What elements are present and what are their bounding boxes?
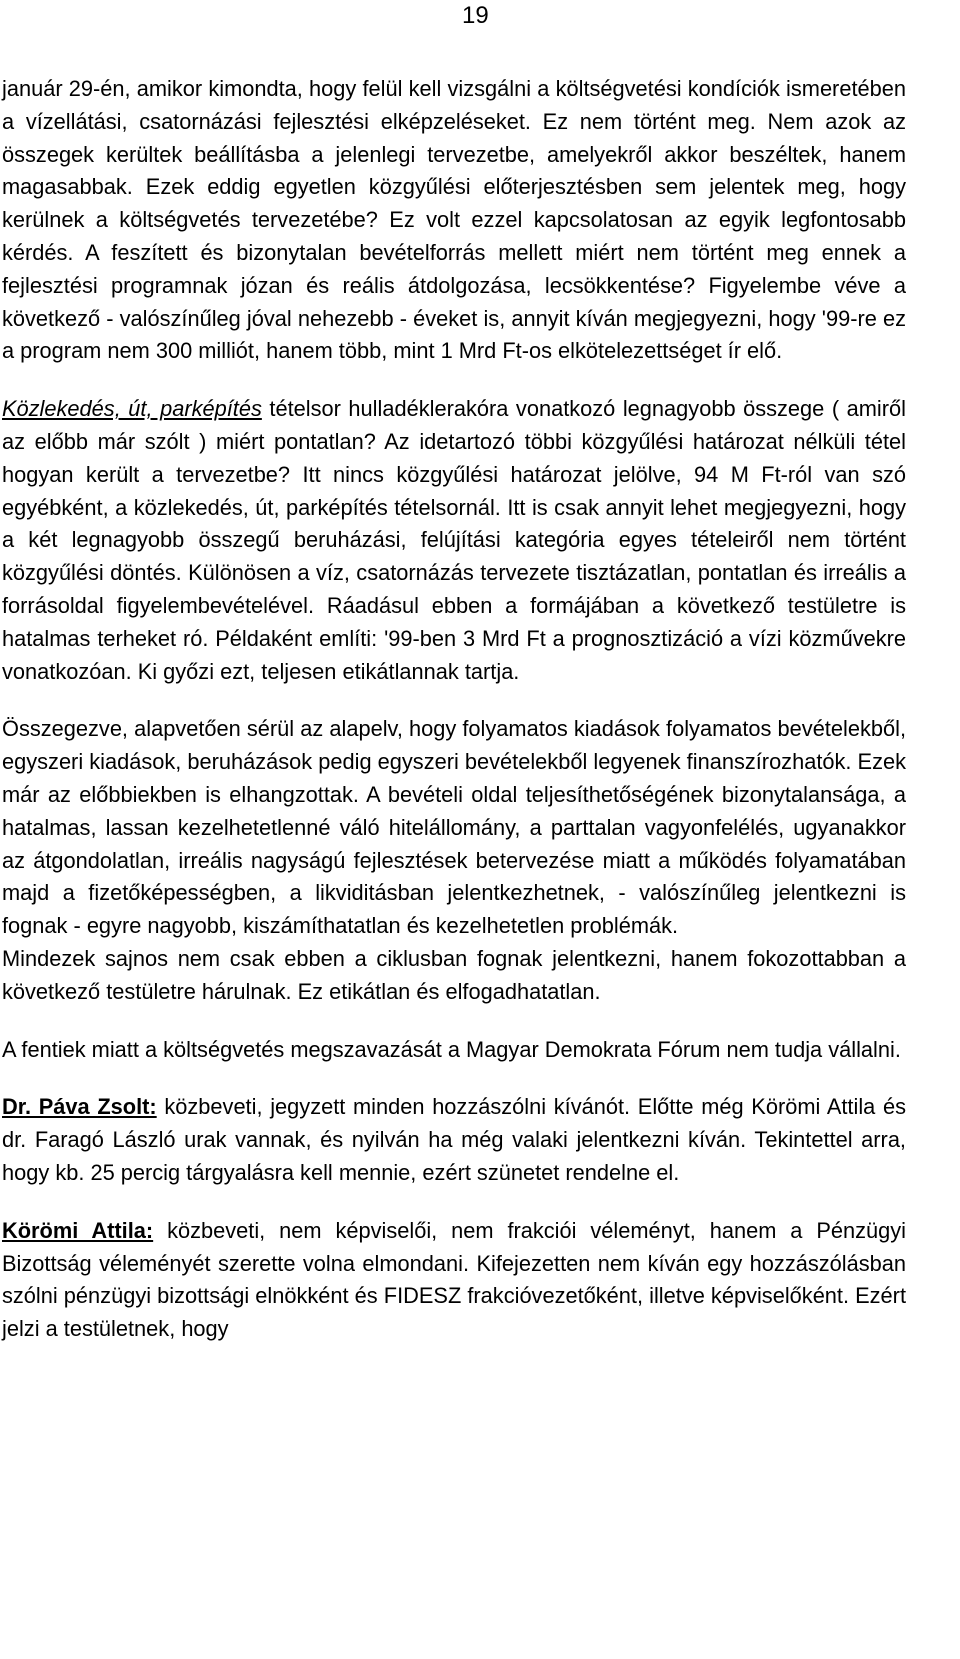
speaker-name-koromi-attila: Körömi Attila: <box>2 1217 154 1243</box>
paragraph-pava-zsolt-text: közbeveti, jegyzett minden hozzászólni kívánót. Előtte még Körömi Attila és dr. Faragó László urak vannak, és nyilván ha még valaki jelentkezni kíván. Tekintettel arra, hogy kb. 25 percig tárgyalásra kell mennie, ezért szünetet rendelne el. <box>2 1094 906 1185</box>
paragraph-pava-zsolt <box>2 1091 906 1189</box>
page-number: 19 <box>462 2 489 29</box>
paragraph-koromi-attila-text: közbeveti, nem képviselői, nem frakciói véleményt, hanem a Pénzügyi Bizottság véleményét szerette volna elmondani. Kifejezetten nem kíván egy hozzászólásban szólni pénzügyi bizottsági elnökként és FIDESZ frakcióvezetőként, illetve képviselőként. Ezért jelzi a testületnek, hogy <box>2 1217 906 1342</box>
document-body <box>2 73 906 1346</box>
paragraph-koromi-attila <box>2 1215 906 1346</box>
speaker-name-pava-zsolt: Dr. Páva Zsolt: <box>2 1094 157 1120</box>
paragraph-transport <box>2 393 906 688</box>
paragraph-transport-text: tételsor hulladéklerakóra vonatkozó legnagyobb összege ( amiről az előbb már szólt ) miért pontatlan? Az idetartozó többi közgyűlési határozat nélküli tétel hogyan került a tervezetbe? Itt nincs közgyűlési határozat jelölve, 94 M Ft-ról van szó egyébként, a közlekedés, út, parképítés tételsornál. Itt is csak annyit lehet megjegyezni, hogy a két legnagyobb összegű beruházási, felújítási kategória egyes tételeiről nem történt közgyűlési döntés. Különösen a víz, csatornázás tervezete tisztázatlan, pontatlan és irreális a forrásoldal figyelembevételével. Ráadásul ebben a formájában a következő testületre is hatalmas terheket ró. Példaként említi: '99-ben 3 Mrd Ft a prognosztizáció a vízi közművekre vonatkozóan. Ki győzi ezt, teljesen etikátlannak tartja. <box>2 396 906 684</box>
emphasis-transport-heading: Közlekedés, út, parképítés <box>2 396 262 422</box>
paragraph-mdf-position: A fentiek miatt a költségvetés megszavazását a Magyar Demokrata Fórum nem tudja vállalni. <box>2 1036 901 1062</box>
paragraph-summary: Összegezve, alapvetően sérül az alapelv, hogy folyamatos kiadások folyamatos bevételekből, egyszeri kiadások, beruházások pedig egyszeri bevételekből legyenek finanszírozhatók. Ezek már az előbbiekben is elhangzottak. A bevételi oldal teljesíthetőségének bizonytalansága, a hatalmas, lassan kezelhetetlenné váló hitelállomány, a parttalan vagyonfelélés, ugyanakkor az átgondolatlan, irreális nagyságú fejlesztések betervezése miatt a működés folyamatában majd a fizetőképességben, a likviditásban jelentkezhetnek, - valószínűleg jelentkezni is fognak - egyre nagyobb, kiszámíthatatlan és kezelhetetlen problémák. <box>2 716 906 939</box>
paragraph-conclusion: Mindezek sajnos nem csak ebben a ciklusban fognak jelentkezni, hanem fokozottabban a következő testületre hárulnak. Ez etikátlan és elfogadhatatlan. <box>2 945 906 1004</box>
paragraph-budget-review: január 29-én, amikor kimondta, hogy felül kell vizsgálni a költségvetési kondíciók ismeretében a vízellátási, csatornázási fejlesztési elképzeléseket. Ez nem történt meg. Nem azok az összegek kerültek beállításba a jelenlegi tervezetbe, amelyekről akkor beszéltek, hanem magasabbak. Ezek eddig egyetlen közgyűlési előterjesztésben sem jelentek meg, hogy kerülnek a költségvetés tervezetébe? Ez volt ezzel kapcsolatosan az egyik legfontosabb kérdés. A feszített és bizonytalan bevételforrás mellett miért nem történt meg ennek a fejlesztési programnak józan és reális átdolgozása, lecsökkentése? Figyelembe véve a következő - valószínűleg jóval nehezebb - éveket is, annyit kíván megjegyezni, hogy '99-re ez a program nem 300 milliót, hanem több, mint 1 Mrd Ft-os elkötelezettséget ír elő. <box>2 76 906 364</box>
